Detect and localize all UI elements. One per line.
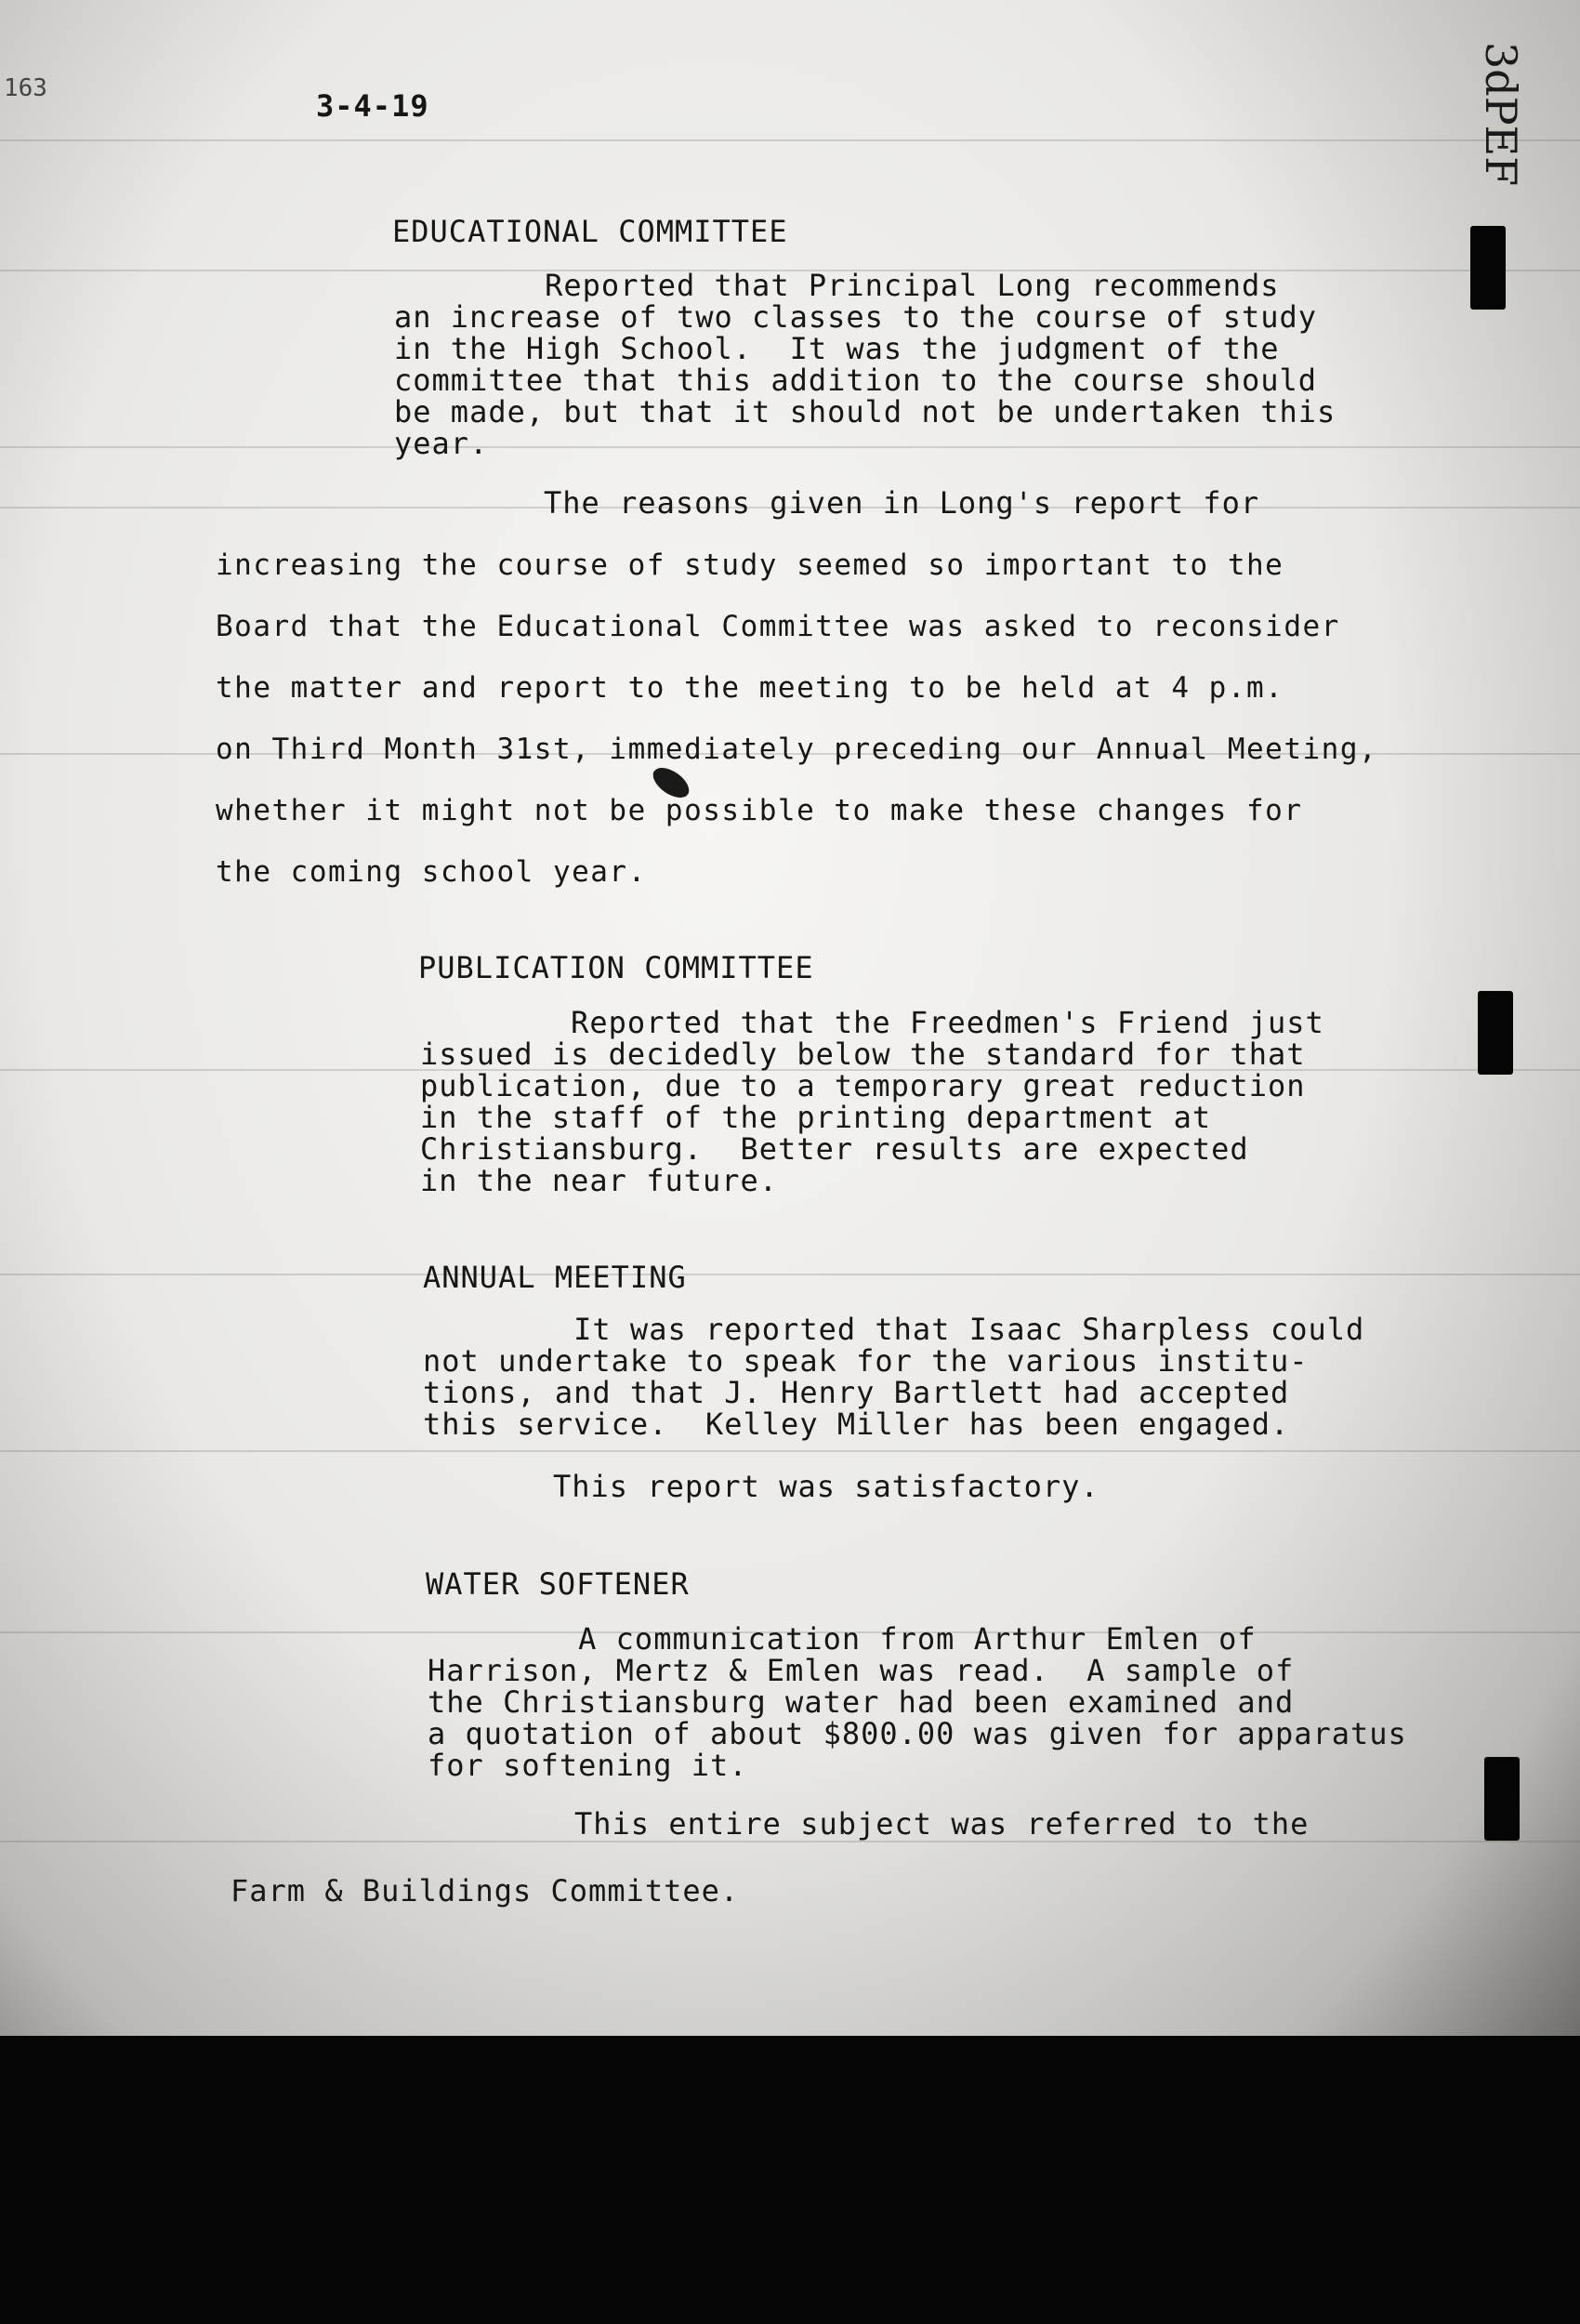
publication-committee-paragraph xyxy=(420,1007,1324,1196)
paragraph-line: publication, due to a temporary great reduction xyxy=(420,1068,1306,1103)
water-softener-paragraph xyxy=(428,1623,1407,1781)
publication-committee-heading: PUBLICATION COMMITTEE xyxy=(418,950,814,985)
paragraph-line: Christiansburg. Better results are expected xyxy=(420,1131,1249,1167)
paragraph-line: Harrison, Mertz & Emlen was read. A sample of xyxy=(428,1653,1295,1688)
corner-page-mark: 163 xyxy=(4,74,47,102)
index-tab xyxy=(1470,226,1506,310)
water-softener-heading: WATER SOFTENER xyxy=(426,1566,690,1602)
document-date: 3-4-19 xyxy=(316,88,429,124)
educational-committee-heading: EDUCATIONAL COMMITTEE xyxy=(392,214,788,249)
paragraph-line: year. xyxy=(394,426,489,461)
paragraph-line: an increase of two classes to the course of study xyxy=(394,299,1318,335)
paragraph-line: in the near future. xyxy=(420,1163,779,1198)
paragraph-line: the coming school year. xyxy=(216,855,647,889)
annual-meeting-closing: This report was satisfactory. xyxy=(553,1469,1099,1504)
paragraph-line: the Christiansburg water had been examined and xyxy=(428,1684,1295,1720)
scan-rule xyxy=(0,139,1580,141)
paragraph-line: committee that this addition to the course should xyxy=(394,363,1318,398)
reasons-first-line: The reasons given in Long's report for xyxy=(544,485,1260,521)
water-softener-referral: This entire subject was referred to the xyxy=(574,1806,1310,1842)
paragraph-line: A communication from Arthur Emlen of xyxy=(428,1621,1257,1657)
paragraph-line: this service. Kelley Miller has been engaged. xyxy=(423,1406,1290,1442)
scan-background xyxy=(0,2036,1580,2324)
paragraph-line: for softening it. xyxy=(428,1748,748,1783)
paragraph-line: tions, and that J. Henry Bartlett had accepted xyxy=(423,1375,1290,1410)
reasons-paragraph xyxy=(216,535,1377,903)
annual-meeting-paragraph xyxy=(423,1314,1364,1440)
index-tab xyxy=(1484,1757,1520,1841)
scan-rule xyxy=(0,1450,1580,1452)
scan-rule xyxy=(0,1274,1580,1275)
educational-committee-paragraph xyxy=(394,270,1336,459)
annual-meeting-heading: ANNUAL MEETING xyxy=(423,1260,687,1295)
side-archive-mark: 3dPEF xyxy=(1476,42,1526,187)
paragraph-line: Board that the Educational Committee was asked to reconsider xyxy=(216,610,1340,643)
paragraph-line: a quotation of about $800.00 was given for apparatus xyxy=(428,1716,1407,1751)
paragraph-line: not undertake to speak for the various institu- xyxy=(423,1343,1309,1379)
paragraph-line: Reported that Principal Long recommends xyxy=(394,268,1280,303)
paragraph-line: the matter and report to the meeting to be held at 4 p.m. xyxy=(216,671,1284,705)
paragraph-line: increasing the course of study seemed so important to the xyxy=(216,548,1284,582)
paragraph-line: issued is decidedly below the standard for that xyxy=(420,1037,1306,1072)
paragraph-line: be made, but that it should not be undertaken this xyxy=(394,394,1336,429)
paragraph-line: on Third Month 31st, immediately preceding our Annual Meeting, xyxy=(216,733,1378,766)
index-tab xyxy=(1478,991,1513,1075)
water-softener-referral-committee: Farm & Buildings Committee. xyxy=(230,1873,740,1908)
paragraph-line: whether it might not be possible to make these changes for xyxy=(216,794,1303,827)
paragraph-line: in the High School. It was the judgment of the xyxy=(394,331,1280,366)
paragraph-line: It was reported that Isaac Sharpless could xyxy=(423,1312,1365,1347)
paragraph-line: Reported that the Freedmen's Friend just xyxy=(420,1005,1324,1040)
paragraph-line: in the staff of the printing department at xyxy=(420,1100,1212,1135)
